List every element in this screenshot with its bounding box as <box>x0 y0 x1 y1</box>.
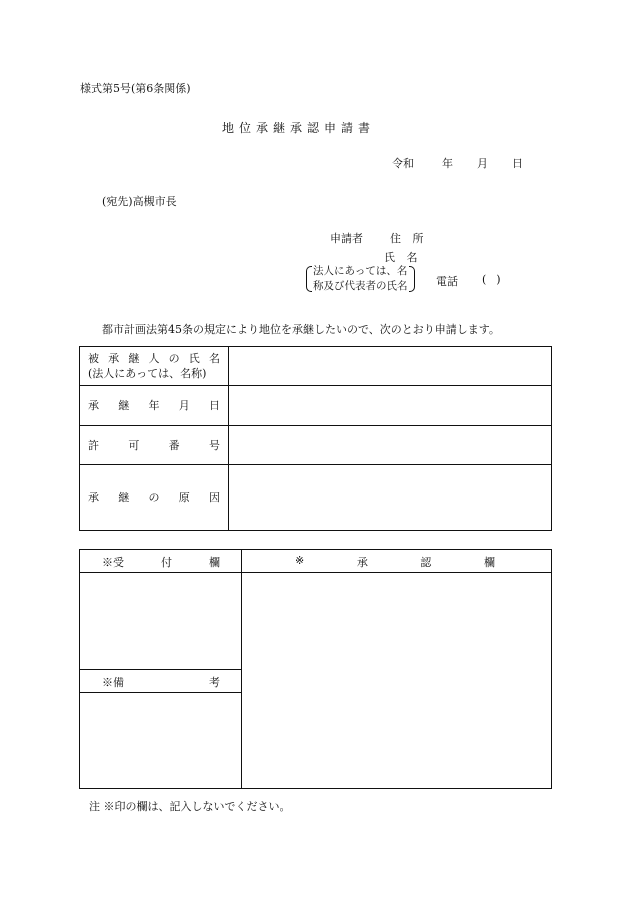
date-era: 令和 <box>392 157 414 170</box>
remarks-header <box>102 674 220 690</box>
office-use-box <box>79 549 552 789</box>
permit-number-label <box>80 426 229 465</box>
table-label-char: の <box>148 491 160 504</box>
label-chars <box>88 398 228 413</box>
reception-header-char: 付 <box>161 556 172 569</box>
date-year: 年 <box>442 157 453 170</box>
approval-field[interactable] <box>242 573 551 788</box>
table-label-char: 名 <box>208 352 220 365</box>
table-label-char: 被 <box>88 352 99 365</box>
reception-header-char: 欄 <box>209 556 220 569</box>
table-label-char: 継 <box>118 399 130 412</box>
label-chars <box>88 351 228 366</box>
approval-header-char: ※ <box>295 554 305 567</box>
table-label-char: 番 <box>168 438 180 452</box>
reception-header-char: ※受 <box>102 556 124 569</box>
addressee: (宛先)高槻市長 <box>102 195 177 208</box>
table-label-char: 日 <box>209 399 220 412</box>
table-label-char: 人 <box>148 352 160 365</box>
table-label-char: 月 <box>178 399 190 412</box>
table-row <box>80 386 552 426</box>
date-month: 月 <box>477 157 488 170</box>
succession-cause-field[interactable] <box>229 465 552 531</box>
reception-column-header <box>102 554 220 570</box>
approval-header-char: 欄 <box>484 556 495 569</box>
approval-header-char: 認 <box>420 556 432 569</box>
table-label-char: 原 <box>178 491 190 504</box>
statement: 都市計画法第45条の規定により地位を承継したいので、次のとおり申請します。 <box>102 323 500 336</box>
table-label-char: 氏 <box>188 352 200 365</box>
table-label-char: 承 <box>88 491 99 504</box>
approval-column-header <box>295 554 495 570</box>
application-table <box>79 346 552 531</box>
remarks-header-char: 考 <box>209 676 220 689</box>
phone-parentheses: () <box>482 273 511 286</box>
remarks-field[interactable] <box>80 693 241 788</box>
table-label-char: 許 <box>88 438 99 452</box>
permit-number-field[interactable] <box>229 426 552 465</box>
corporate-note <box>306 264 415 294</box>
approval-header-char: 承 <box>356 556 368 569</box>
form-number: 様式第5号(第6条関係) <box>80 82 191 95</box>
phone-label: 電話 <box>436 275 458 288</box>
table-label-char: 承 <box>88 399 99 412</box>
document-title: 地位承継承認申請書 <box>222 121 376 135</box>
name-label: 氏 名 <box>384 251 422 264</box>
table-label-char: 号 <box>208 438 220 452</box>
corporate-note-line2: 称及び代表者の氏名 <box>313 280 408 292</box>
reception-field[interactable] <box>80 573 241 669</box>
applicant-label: 申請者 <box>330 232 363 245</box>
succession-date-field[interactable] <box>229 386 552 426</box>
successor-name-label <box>80 347 229 386</box>
table-label-char: 可 <box>128 438 140 452</box>
table-label-char: 継 <box>128 352 140 365</box>
table-label-char: 承 <box>108 352 120 365</box>
table-label-char: 継 <box>118 491 130 504</box>
table-row <box>80 465 552 531</box>
footer-note: 注 ※印の欄は、記入しないでください。 <box>89 800 291 813</box>
table-label-char: の <box>168 352 180 365</box>
successor-name-sublabel: (法人にあっては、名称) <box>88 367 207 380</box>
label-chars <box>88 438 228 453</box>
label-chars <box>88 490 228 505</box>
address-label: 住 所 <box>390 232 428 245</box>
table-row <box>80 426 552 465</box>
succession-cause-label <box>80 465 229 531</box>
remarks-top-divider <box>80 669 241 670</box>
remarks-header-char: ※備 <box>102 676 124 689</box>
corporate-note-line1: 法人にあっては、名 <box>313 265 408 277</box>
succession-date-label <box>80 386 229 426</box>
table-label-char: 年 <box>148 399 160 412</box>
table-row <box>80 347 552 386</box>
successor-name-field[interactable] <box>229 347 552 386</box>
table-label-char: 因 <box>209 491 220 504</box>
date-day: 日 <box>512 157 523 170</box>
